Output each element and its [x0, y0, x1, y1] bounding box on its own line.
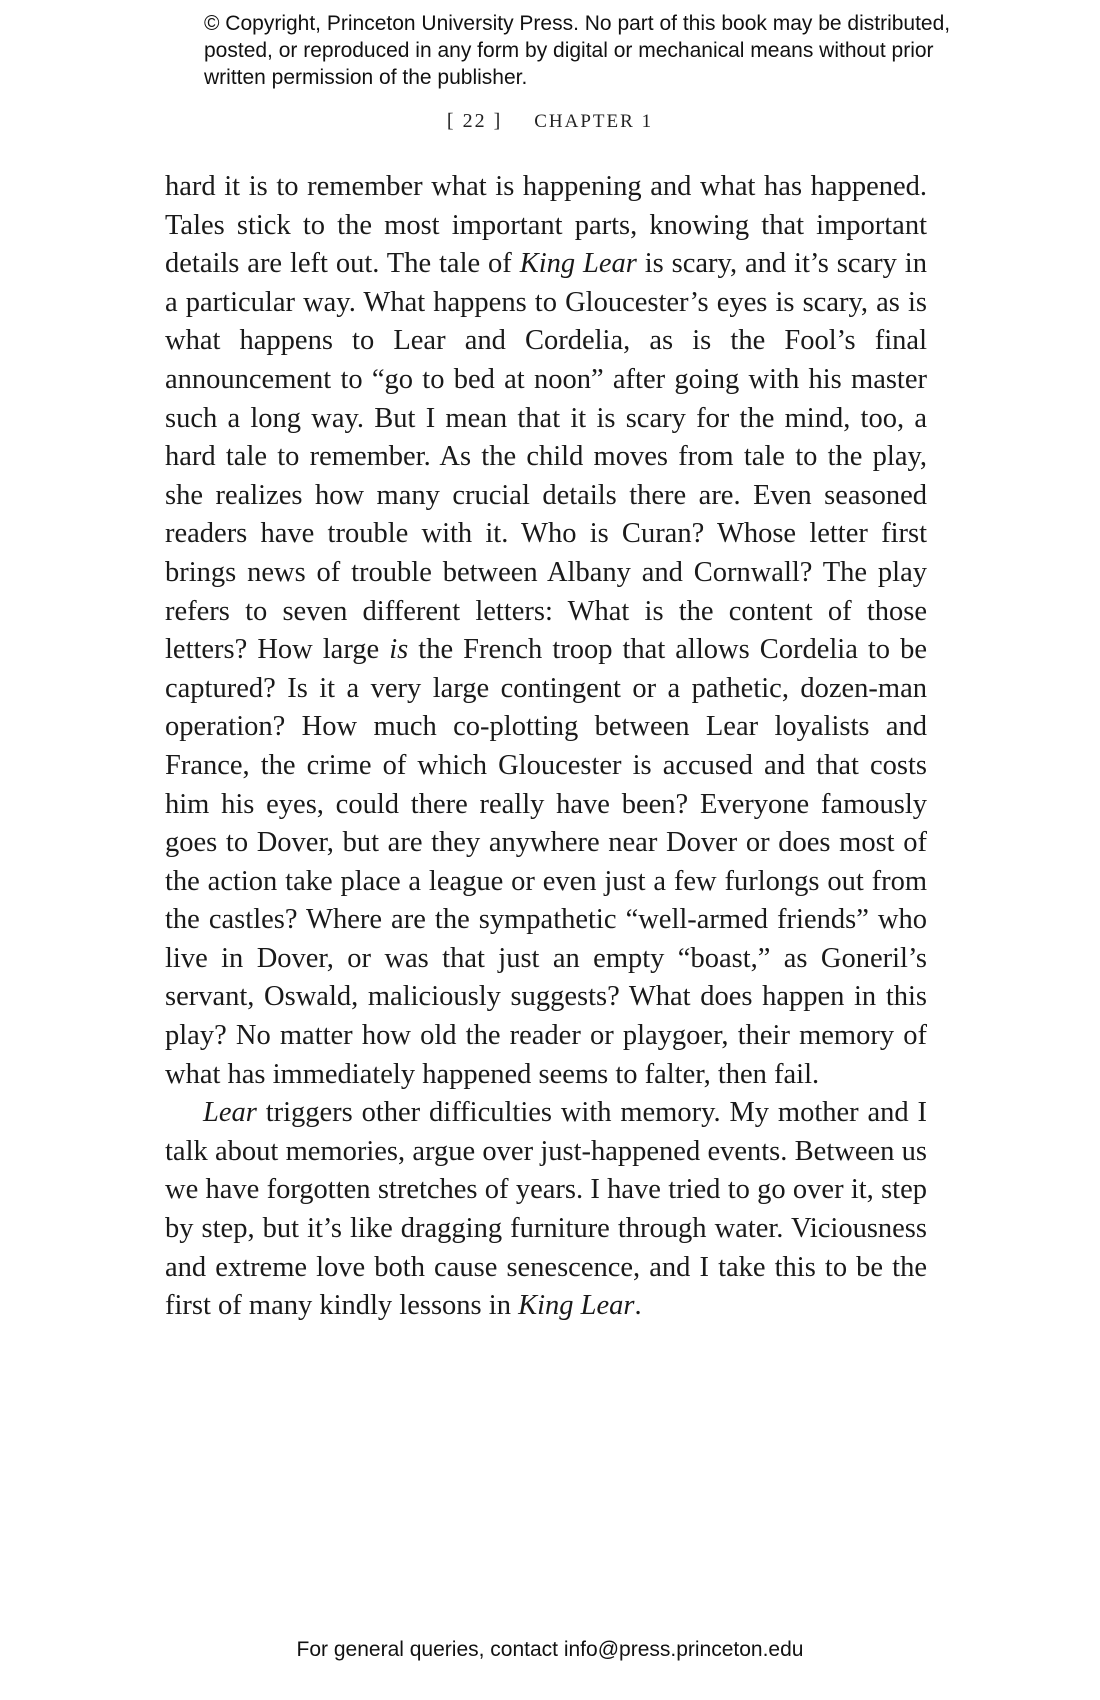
text-run: the French troop that allows Cordelia to be captured? Is it a very large contingent or a pathetic, dozen-man operation? How much co-plotting between Lear loyalists and France, the crime of which Gloucester is accused and that costs him his eyes, could there really have been? Everyone famously goes to Dover, but are they anywhere near Dover or does most of the action take place a league or even just a few furlongs out from the castles? Where are the sympathetic “well-armed friends” who live in Dover, or was that just an empty “boast,” as Goneril’s servant, Oswald, maliciously suggests? What does happen in this play? No matter how old the reader or playgoer, their memory of what has immediately happened seems to falter, then fail.	[165, 634, 927, 1090]
text-run: triggers other difficulties with memory. My mother and I talk about memories, argue over just-happened events. Between us we have forgotten stretches of years. I have tried to go over it, step by step, but it’s like dragging furniture through water. Viciousness and extreme love both cause senescence, and I take this to be the first of many kindly lessons in	[165, 1097, 927, 1322]
text-run: hard it is to remember what is happening and what has happened. Tales stick to the most important parts, knowing that important details are left out. The tale of	[165, 171, 927, 280]
footer-contact: For general queries, contact info@press.princeton.edu	[296, 1638, 804, 1661]
italic-title: King Lear	[518, 1290, 635, 1322]
italic-title: King Lear	[519, 248, 637, 280]
text-run: .	[634, 1290, 642, 1322]
italic-emphasis: is	[389, 634, 409, 666]
paragraph	[165, 168, 927, 1094]
italic-title: Lear	[203, 1097, 257, 1129]
running-head	[0, 110, 1100, 133]
page-number: [ 22 ]	[446, 110, 503, 132]
copyright-notice: © Copyright, Princeton University Press. No part of this book may be distributed, posted, or reproduced in any form by digital or mechanical means without prior written permission of the publisher.	[204, 12, 951, 89]
body-text	[165, 168, 927, 1326]
text-run: is scary, and it’s scary in a particular way. What happens to Gloucester’s eyes is scary, as is what happens to Lear and Cordelia, as is the Fool’s final announcement to “go to bed at noon” after going with his master such a long way. But I mean that it is scary for the mind, too, a hard tale to remember. As the child moves from tale to the play, she realizes how many crucial details there are. Even seasoned readers have trouble with it. Who is Curan? Whose letter first brings news of trouble between Albany and Cornwall? The play refers to seven different letters: What is the content of those letters? How large	[165, 248, 927, 666]
chapter-label: CHAPTER 1	[534, 111, 654, 132]
paragraph	[165, 1094, 927, 1326]
